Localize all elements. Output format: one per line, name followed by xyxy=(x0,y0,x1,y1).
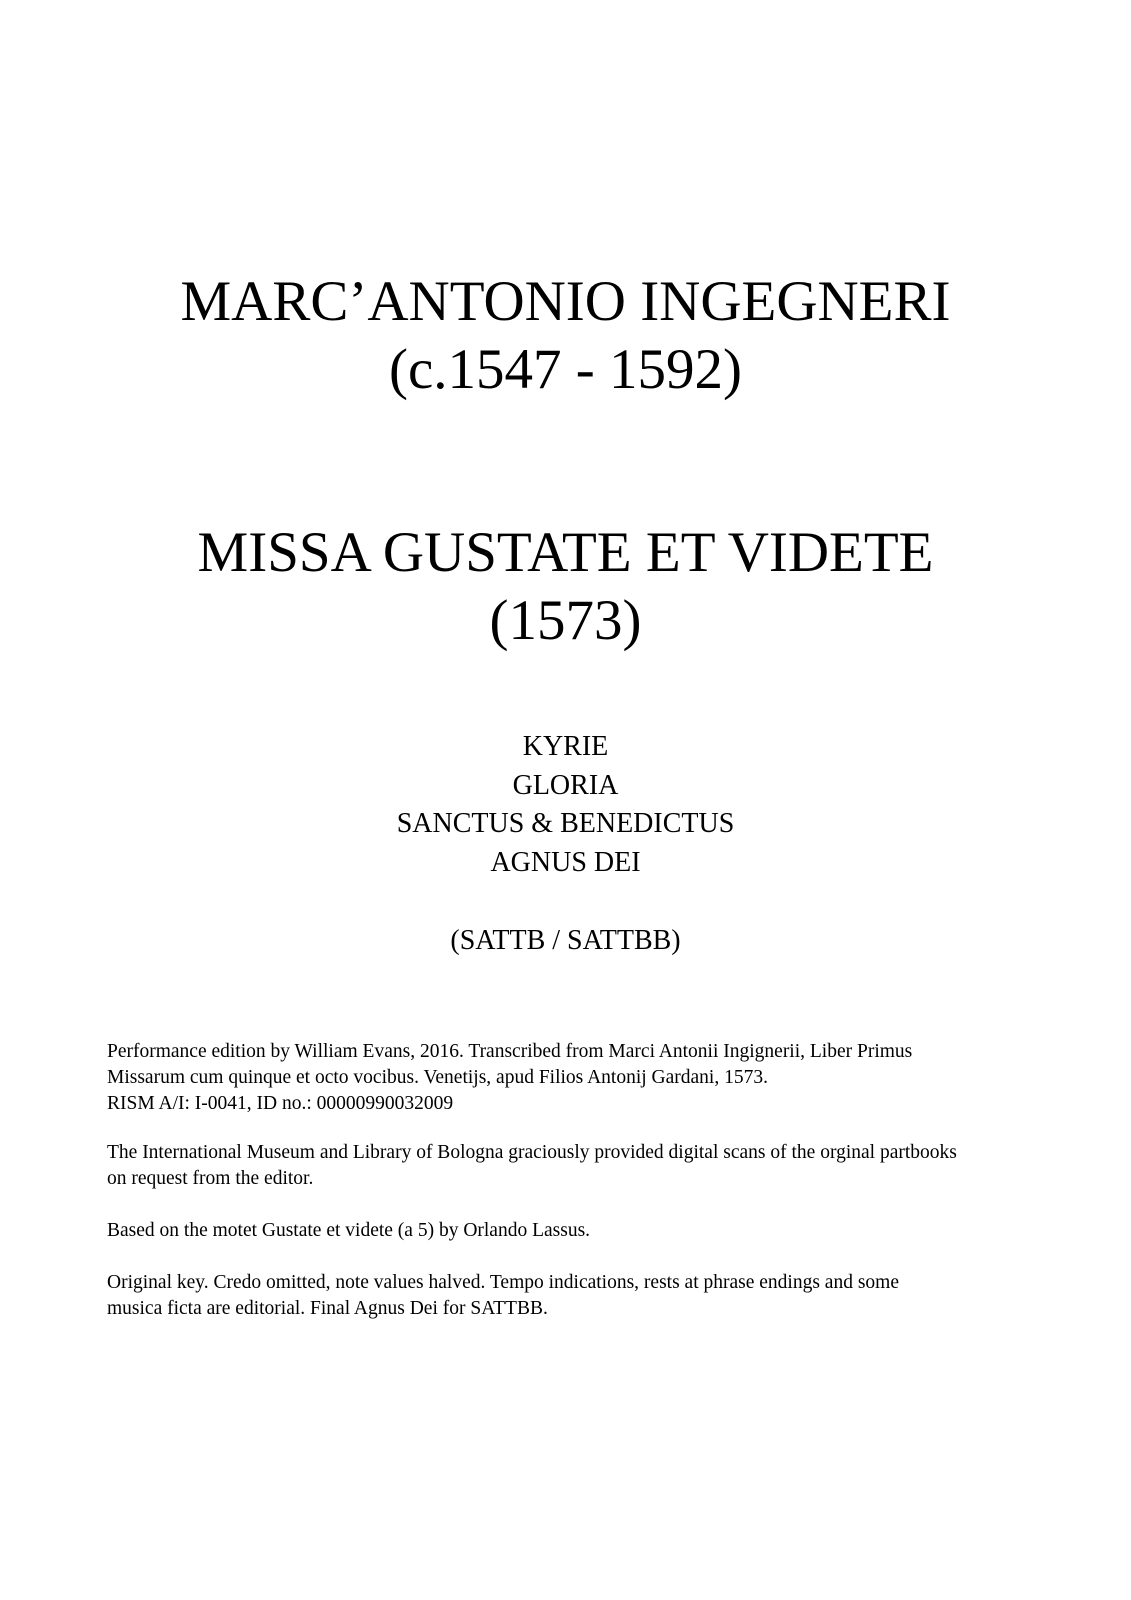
edition-note-line: Performance edition by William Evans, 2016. Transcribed from Marci Antonii Ingignerii, Liber Primus xyxy=(107,1041,913,1062)
editorial-note xyxy=(107,1270,1107,1322)
work-title: MISSA GUSTATE ET VIDETE xyxy=(197,521,934,584)
source-motet-note-line: Based on the motet Gustate et videte (a 5) by Orlando Lassus. xyxy=(107,1220,591,1241)
library-note-line: on request from the editor. xyxy=(107,1168,314,1189)
editorial-note-line: musica ficta are editorial. Final Agnus Dei for SATTBB. xyxy=(107,1298,548,1319)
composer-dates: (c.1547 - 1592) xyxy=(389,338,742,401)
work-year: (1573) xyxy=(489,589,642,652)
movement-item: KYRIE xyxy=(522,731,609,762)
edition-note-line: RISM A/I: I-0041, ID no.: 00000990032009 xyxy=(107,1093,454,1114)
edition-note xyxy=(107,1039,1107,1117)
composer-name: MARC’ANTONIO INGEGNERI xyxy=(180,270,951,333)
voicing: (SATTB / SATTBB) xyxy=(450,925,681,956)
source-motet-note xyxy=(107,1218,1107,1244)
movement-item: SANCTUS & BENEDICTUS xyxy=(396,808,735,839)
composer-heading xyxy=(0,268,1131,404)
work-heading xyxy=(0,519,1131,655)
library-note xyxy=(107,1140,1107,1192)
library-note-line: The International Museum and Library of Bologna graciously provided digital scans of the orginal partbooks xyxy=(107,1142,957,1163)
edition-note-line: Missarum cum quinque et octo vocibus. Venetijs, apud Filios Antonij Gardani, 1573. xyxy=(107,1067,768,1088)
movement-list xyxy=(0,728,1131,882)
movement-item: GLORIA xyxy=(512,769,619,801)
editorial-note-line: Original key. Credo omitted, note values halved. Tempo indications, rests at phrase endings and some xyxy=(107,1272,899,1293)
movement-item: AGNUS DEI xyxy=(490,846,641,878)
